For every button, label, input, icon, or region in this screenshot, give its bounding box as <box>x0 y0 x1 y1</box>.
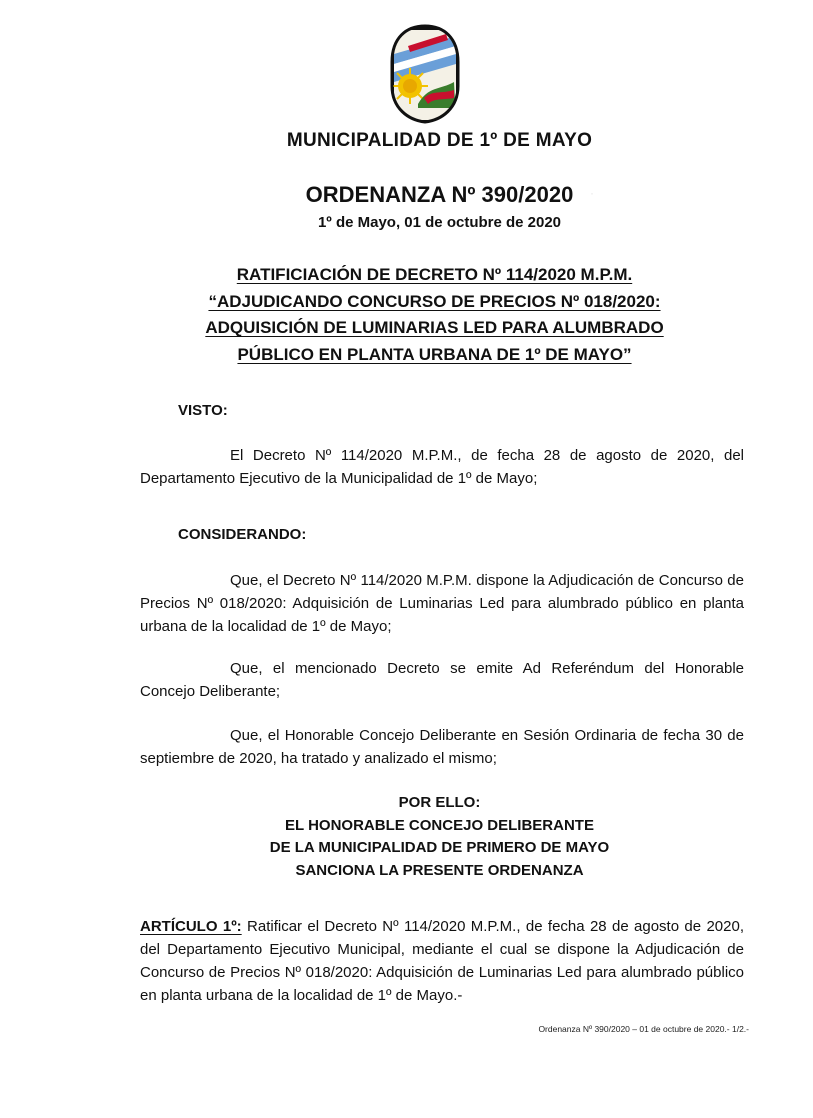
resolution-line-2: EL HONORABLE CONCEJO DELIBERANTE <box>285 816 594 834</box>
subject-line-4: PÚBLICO EN PLANTA URBANA DE 1º DE MAYO” <box>237 344 632 364</box>
considerando-paragraph-2: Que, el mencionado Decreto se emite Ad Referéndum del Honorable Concejo Deliberante; <box>140 660 744 700</box>
visto-section <box>140 444 744 490</box>
considerando-paragraph-3: Que, el Honorable Concejo Deliberante en Sesión Ordinaria de fecha 30 de septiembre de 2020, ha tratado y analizado el mismo; <box>140 727 744 767</box>
resolution-line-3: DE LA MUNICIPALIDAD DE PRIMERO DE MAYO <box>269 839 610 856</box>
ordinance-subject <box>28 262 813 368</box>
article-1-text: Ratificar el Decreto Nº 114/2020 M.P.M., de fecha 28 de agosto de 2020, del Departamento Ejecutivo Municipal, mediante el cual se dispone la Adjudicación de Concurso de Precios Nº 018/2020: Adquisición de Luminarias Led para alumbrado público en planta urbana de la localidad de 1º de Mayo.- <box>140 918 744 1004</box>
article-1-label: ARTÍCULO 1º: <box>140 918 242 935</box>
page-footer: Ordenanza Nº 390/2020 – 01 de octubre de 2020.- 1/2.- <box>538 1024 749 1034</box>
resolution-line-4: SANCIONA LA PRESENTE ORDENANZA <box>295 861 584 879</box>
considerando-paragraph-3-block <box>140 724 744 770</box>
municipality-name: MUNICIPALIDAD DE 1º DE MAYO <box>286 130 593 151</box>
subject-line-1: RATIFICIACIÓN DE DECRETO Nº 114/2020 M.P.M. <box>236 265 633 284</box>
municipal-seal-icon <box>388 24 462 124</box>
considerando-paragraph-1: Que, el Decreto Nº 114/2020 M.P.M. dispone la Adjudicación de Concurso de Precios Nº 018/2020: Adquisición de Luminarias Led para alumbrado público en planta urbana de la localidad de 1º de Mayo; <box>140 572 744 635</box>
ordinance-date: 1º de Mayo, 01 de octubre de 2020 <box>317 214 562 231</box>
considerando-paragraph-1-block <box>140 569 744 638</box>
ordinance-title: ORDENANZA Nº 390/2020 <box>305 182 574 207</box>
considerando-heading: CONSIDERANDO: <box>178 526 307 543</box>
bleed-through-text: · <box>590 186 594 200</box>
visto-heading: VISTO: <box>178 402 228 419</box>
visto-paragraph: El Decreto Nº 114/2020 M.P.M., de fecha 28 de agosto de 2020, del Departamento Ejecutivo de la Municipalidad de 1º de Mayo; <box>140 447 744 487</box>
resolution-block <box>33 792 813 882</box>
considerando-paragraph-2-block <box>140 657 744 703</box>
article-1 <box>140 915 744 1007</box>
subject-line-3: ADQUISICIÓN DE LUMINARIAS LED PARA ALUMBRADO <box>205 318 664 337</box>
resolution-line-1: POR ELLO: <box>398 794 481 811</box>
subject-line-2: “ADJUDICANDO CONCURSO DE PRECIOS Nº 018/2020: <box>208 291 661 311</box>
